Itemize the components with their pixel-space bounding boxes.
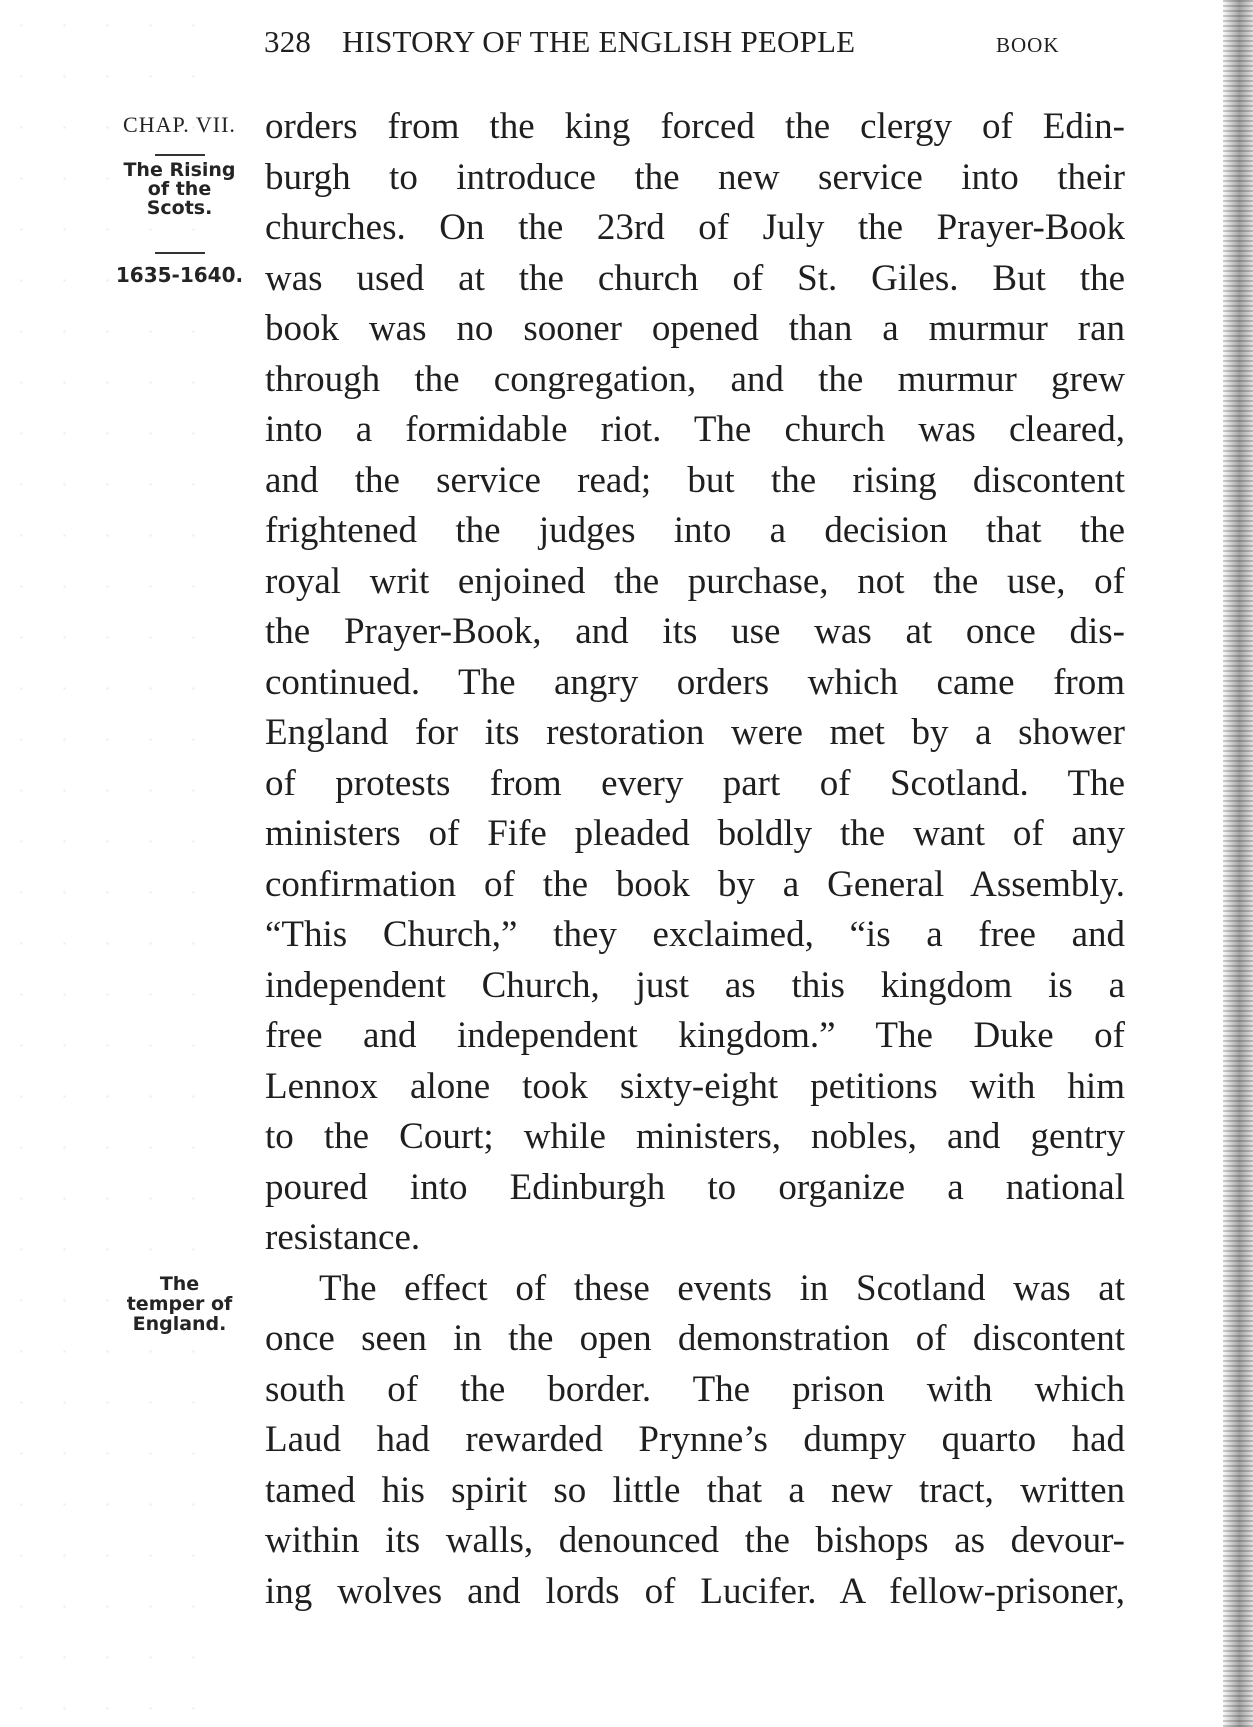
section-heading-line: temper of [126,1293,233,1315]
margin-divider [155,154,205,156]
right-page-edge [1223,0,1253,1727]
text-line: resistance. [265,1217,421,1258]
text-line: England for its restoration were met by a shower [265,712,1125,753]
section-heading-line: Scots. [146,197,213,219]
text-line: ministers of Fife pleaded boldly the want of any [265,813,1125,854]
text-line: within its walls, denounced the bishops as devour- [265,1520,1125,1561]
text-line: burgh to introduce the new service into their [265,156,1125,198]
text-line: orders from the king forced the clergy of Edin- [265,106,1125,147]
text-line: poured into Edinburgh to organize a national [265,1166,1125,1208]
text-line: royal writ enjoined the purchase, not the use, of [265,560,1125,602]
text-line: the Prayer-Book, and its use was at once dis- [265,611,1125,652]
paragraph-first-line: The effect of these events in Scotland was at [319,1267,1125,1309]
body-text [265,102,1125,1617]
text-line: Laud had rewarded Prynne’s dumpy quarto had [265,1419,1125,1460]
text-line: was used at the church of St. Giles. But the [265,257,1125,299]
text-line: independent Church, just as this kingdom is a [265,964,1125,1006]
left-page-speckle [0,0,235,1727]
text-line: “This Church,” they exclaimed, “is a free and [265,914,1125,955]
section-heading-line: England. [132,1313,227,1335]
margin-divider [155,252,205,254]
book-label: BOOK [996,33,1060,57]
text-line: tamed his spirit so little that a new tract, written [265,1469,1125,1511]
text-line: confirmation of the book by a General Assembly. [265,863,1125,905]
section-heading-temper-of-england [112,1274,247,1334]
text-line: ing wolves and lords of Lucifer. A fellow-prisoner, [265,1570,1125,1612]
text-line: south of the border. The prison with which [265,1368,1125,1410]
page-header [264,24,1164,64]
chapter-label: CHAP. VII. [123,112,236,137]
section-heading-line: The Rising [123,159,236,181]
text-line: free and independent kingdom.” The Duke of [265,1015,1125,1056]
section-heading-rising-of-the-scots [112,161,247,218]
text-line: once seen in the open demonstration of discontent [265,1318,1125,1359]
text-line: frightened the judges into a decision that the [265,510,1125,551]
text-line: Lennox alone took sixty-eight petitions with him [265,1065,1125,1107]
text-line: churches. On the 23rd of July the Prayer-Book [265,207,1125,248]
date-range: 1635-1640. [115,263,244,287]
text-line: book was no sooner opened than a murmur ran [265,308,1125,349]
text-line: to the Court; while ministers, nobles, and gentry [265,1116,1125,1157]
page-number: 328 [264,24,312,59]
text-line: and the service read; but the rising discontent [265,459,1125,501]
text-line: through the congregation, and the murmur grew [265,358,1125,400]
running-title: HISTORY OF THE ENGLISH PEOPLE [342,24,856,59]
text-line: of protests from every part of Scotland. The [265,762,1125,804]
text-line: into a formidable riot. The church was cleared, [265,409,1125,450]
section-heading-line: The [159,1273,200,1295]
text-line: continued. The angry orders which came from [265,661,1125,703]
section-heading-line: of the [147,178,212,200]
